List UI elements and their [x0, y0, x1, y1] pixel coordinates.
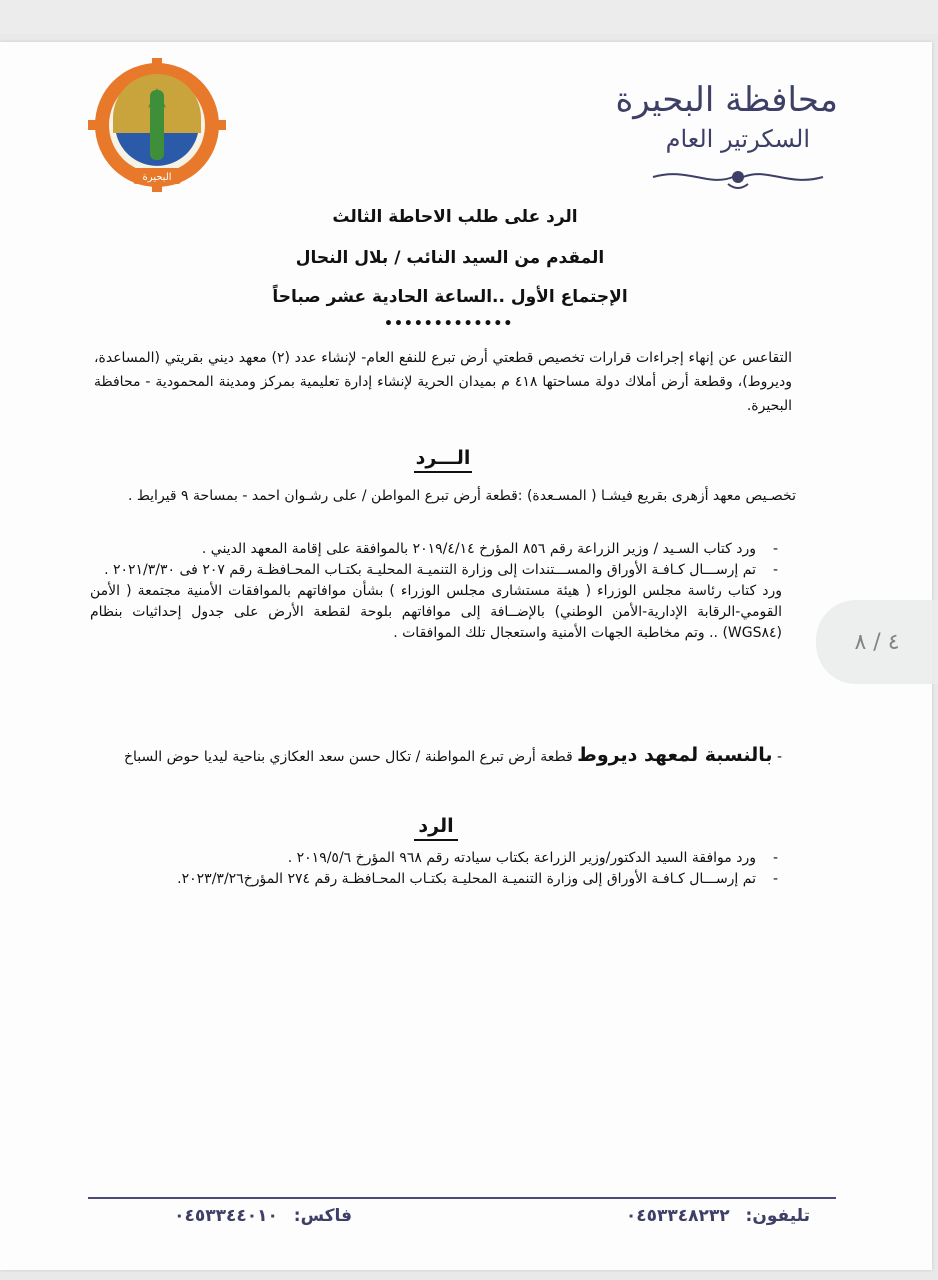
phone-value: ٠٤٥٣٣٤٨٢٣٢ — [625, 1206, 730, 1226]
section-1-heading: الـــرد — [414, 447, 472, 473]
list-item-text: ورد كتاب رئاسة مجلس الوزراء ( هيئة مستشارى مجلس الوزراء ) بشأن موافاتهم بالموافقات الأمنية مجتمعة ( الأمن القومي-الرقابة الإدارية-الأمن الوطني) بالإضــافة إلى موافاتهم بلوحة لقطعة الأرض على جدول إحداثيات بنظام (WGS٨٤) .. وتم مخاطبة الجهات الأمنية واستعجال تلك الموافقات . — [90, 583, 782, 641]
title-line-1: الرد على طلب الاحاطة الثالث — [332, 207, 578, 227]
list-item — [90, 539, 782, 560]
list-item-text: تم إرســـال كـافـة الأوراق والمســـتندات إلى وزارة التنميـة المحليـة بكتـاب المحـافظـة رقم ٢٠٧ فى ٢٠٢١/٣/٣٠ . — [104, 562, 756, 578]
list-item — [90, 848, 782, 869]
dash-marker: - — [772, 562, 778, 578]
fax-label: فاكس: — [293, 1206, 352, 1226]
governorate-name: محافظة البحيرة — [615, 80, 838, 120]
allocation-paragraph: تخصـيص معهد أزهرى بقريع فيشـا ( المسـعدة) :قطعة أرض تبرع المواطن / على رشـوان احمد - بمساحة ٩ قيرايط . — [127, 488, 796, 504]
diroot-text: قطعة أرض تبرع المواطنة / تكال حسن سعد العكازي بناحية ليديا حوض السباخ — [124, 749, 573, 765]
dash-marker: - — [772, 871, 778, 887]
title-line-2: المقدم من السيد النائب / بلال النحال — [295, 248, 605, 268]
top-bar — [0, 0, 938, 34]
list-item — [90, 581, 782, 644]
list-item — [90, 560, 782, 581]
footer-fax — [112, 1206, 352, 1226]
phone-label: تليفون: — [745, 1206, 810, 1226]
diroot-paragraph — [88, 742, 782, 770]
dash-marker: - — [772, 850, 778, 866]
fax-value: ٠٤٥٣٣٤٤٠١٠ — [174, 1206, 278, 1226]
dash-marker: - — [776, 749, 782, 765]
section-2-heading: الرد — [414, 815, 458, 841]
list-item-text: ورد كتاب السـيد / وزير الزراعة رقم ٨٥٦ المؤرخ ٢٠١٩/٤/١٤ بالموافقة على إقامة المعهد الديني . — [201, 541, 756, 557]
dots-separator: ••••••••••••• — [384, 316, 514, 332]
office-title: السكرتير العام — [665, 125, 810, 153]
section-2-list — [90, 848, 782, 890]
intro-paragraph: التقاعس عن إنهاء إجراءات قرارات تخصيص قطعتي أرض تبرع للنفع العام- لإنشاء عدد (٢) معهد ديني بقريتي (المساعدة، وديروط)، وقطعة أرض أملاك دولة مساحتها ٤١٨ م بميدان الحرية لإنشاء إدارة تعليمية بمركز ومدينة المحمودية - محافظة البحيرة. — [94, 350, 792, 414]
governorate-logo — [88, 58, 226, 192]
page-indicator[interactable]: ٤ / ٨ — [816, 600, 938, 684]
footer-phone — [578, 1206, 810, 1226]
list-item-text: تم إرســـال كـافـة الأوراق إلى وزارة التنميـة المحليـة بكتـاب المحـافظـة رقم ٢٧٤ المؤرخ٢٠٢٣/٣/٢٦. — [177, 871, 756, 887]
logo-caption: البحيرة — [142, 172, 172, 183]
list-item-text: ورد موافقة السيد الدكتور/وزير الزراعة بكتاب سيادته رقم ٩٦٨ المؤرخ ٢٠١٩/٥/٦ . — [287, 850, 756, 866]
title-line-3: الإجتماع الأول ..الساعة الحادية عشر صباحاً — [272, 287, 628, 307]
diroot-label: بالنسبة لمعهد ديروط — [577, 744, 773, 766]
section-1-list — [90, 539, 782, 644]
ornament-divider — [648, 162, 828, 192]
dash-marker: - — [772, 541, 778, 557]
list-item — [90, 869, 782, 890]
footer-divider — [88, 1197, 836, 1199]
